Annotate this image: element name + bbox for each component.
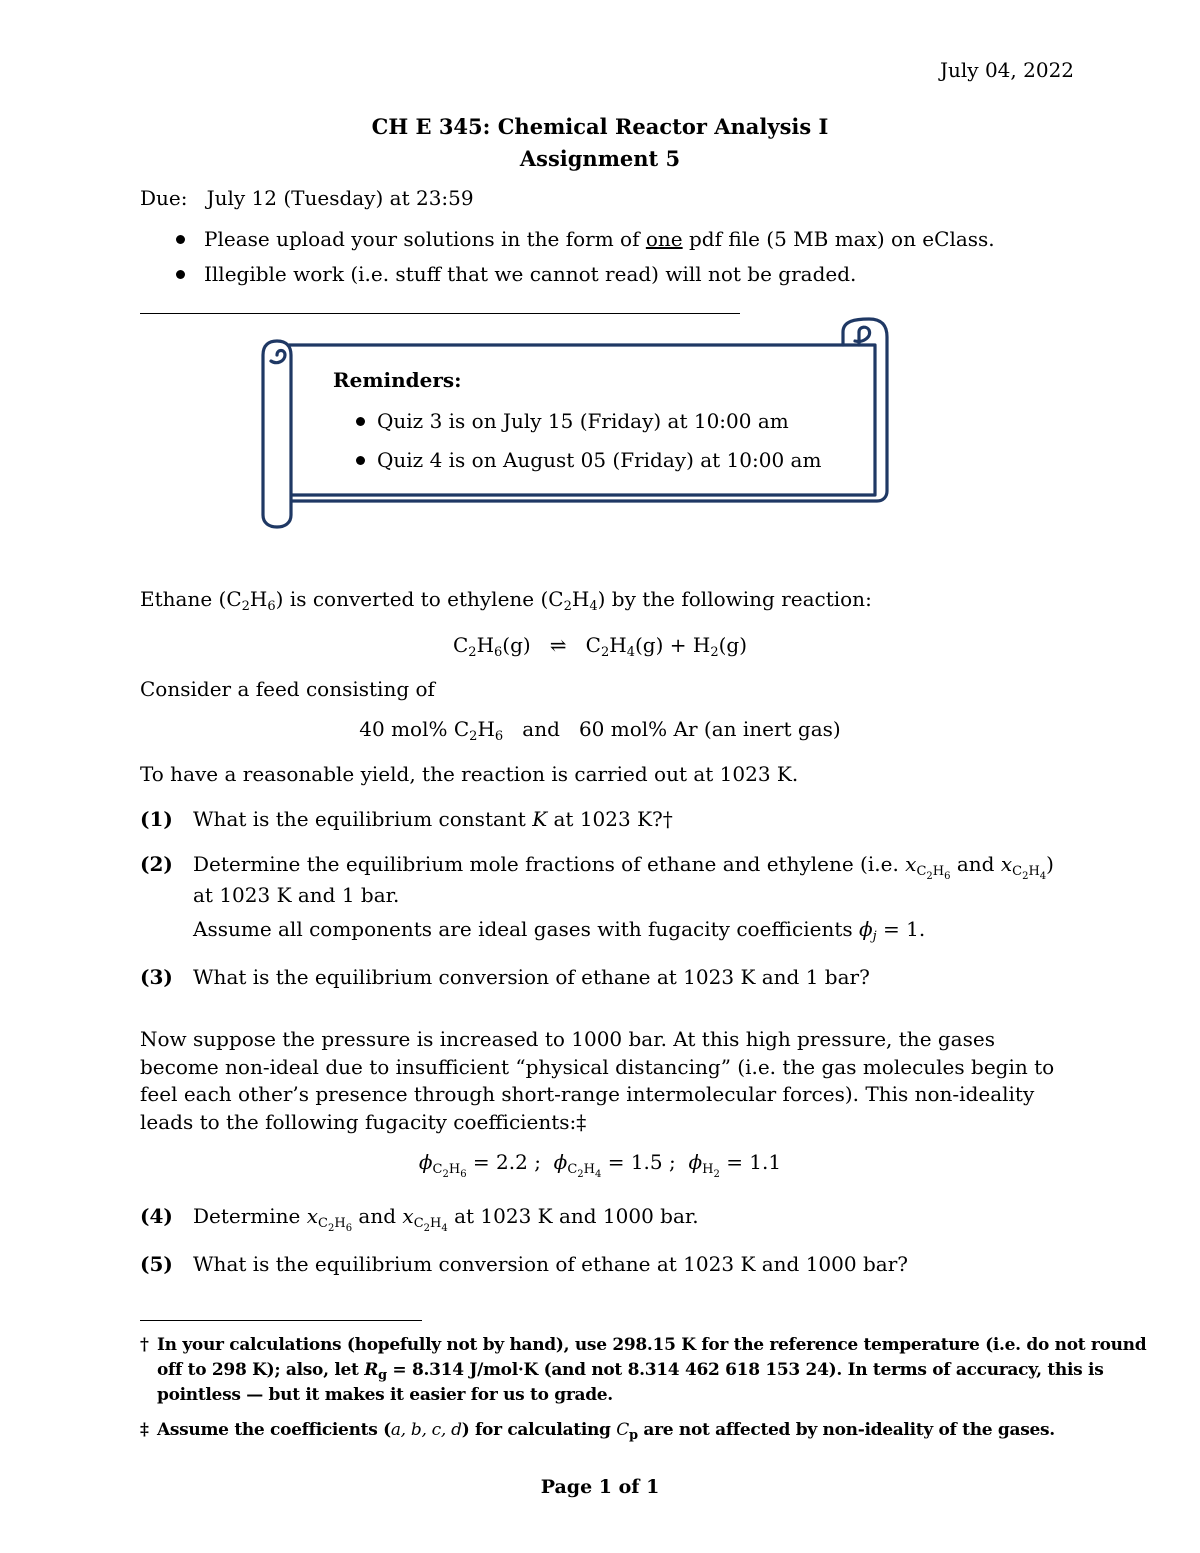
pressure-para-line4: leads to the following fugacity coefficients:‡ — [140, 1110, 587, 1134]
due-line — [140, 186, 474, 210]
course-title: CH E 345: Chemical Reactor Analysis I — [371, 114, 829, 139]
reminder-text: Quiz 4 is on August 05 (Friday) at 10:00 am — [377, 448, 822, 472]
pressure-para-line2: become non-ideal due to insufficient “physical distancing” (i.e. the gas molecules begin to — [140, 1055, 1055, 1079]
bullet-icon — [356, 417, 365, 426]
intro-paragraph: Ethane $(C_2H_6)$ is converted to ethylene $(C_2H_4)$ by the following reaction: — [140, 587, 872, 614]
feed-intro: Consider a feed consisting of — [140, 677, 435, 701]
bullet-icon — [176, 235, 185, 244]
footnote-dagger-line3: pointless — but it makes it easier for us to grade. — [157, 1385, 613, 1405]
bullet-icon — [176, 270, 185, 279]
footnote-ddagger-text: Assume the coefficients (a, b, c, d) for calculating $C_p$ are not affected by non-ideality of the gases. — [157, 1420, 1055, 1443]
question-4: (4) Determine $x_{C_2H_6}$ and $x_{C_2H_4}$ at 1023 K and 1000 bar. — [140, 1204, 699, 1234]
upload-text-end: pdf file (5 MB max) on eClass. — [682, 227, 995, 251]
bullet-icon — [356, 456, 365, 465]
section-divider — [140, 313, 740, 314]
question-number: (2) — [140, 852, 173, 876]
upload-text: Please upload your solutions in the form of — [204, 227, 646, 251]
pressure-para-line3: feel each other’s presence through short-range intermolecular forces). This non-ideality — [140, 1082, 1035, 1106]
due-label: Due: — [140, 186, 188, 210]
reminder-text: Quiz 3 is on July 15 (Friday) at 10:00 am — [377, 409, 789, 433]
question-number: (5) — [140, 1252, 173, 1276]
illegible-text: Illegible work (i.e. stuff that we cannot read) will not be graded. — [204, 262, 857, 286]
footnote-dagger-line1: In your calculations (hopefully not by hand), use 298.15 K for the reference temperature (i.e. do not round — [157, 1335, 1147, 1355]
fugacity-coefficients: $\phi_{C_2H_6} = 2.2$ ; $\phi_{C_2H_4} = 1.5$ ; $\phi_{H_2} = 1.1$ — [418, 1150, 782, 1180]
footnote-ddagger-mark: ‡ — [140, 1420, 149, 1440]
footnote-dagger-line2: off to 298 K); also, let $R_g = 8.314$ J/mol·K (and not 8.314 462 618 153 24). In terms of accuracy, this is — [157, 1360, 1104, 1383]
assignment-title: Assignment 5 — [519, 146, 681, 171]
reminders-title: Reminders: — [333, 368, 462, 392]
feed-composition: 40 mol% $C_2H_6$ and 60 mol% Ar (an inert gas) — [359, 717, 841, 744]
question-2: (2) Determine the equilibrium mole fractions of ethane and ethylene (i.e. $x_{C_2H_6}$ and $x_{C_2H_4}$) at 1023 K and 1 bar. Assume all components are ideal gases with fugacity coefficients $\phi_j = 1$. — [140, 852, 1054, 944]
question-number: (4) — [140, 1204, 173, 1228]
footnote-dagger-mark: † — [140, 1335, 149, 1355]
question-number: (3) — [140, 965, 173, 989]
question-3: (3) What is the equilibrium conversion of ethane at 1023 K and 1 bar? — [140, 965, 870, 989]
question-1: (1) What is the equilibrium constant K at 1023 K?† — [140, 807, 673, 831]
reaction-equation: $C_2H_6(g)$ ⇌ $C_2H_4(g) + H_2(g)$ — [452, 633, 748, 660]
question-5: (5) What is the equilibrium conversion of ethane at 1023 K and 1000 bar? — [140, 1252, 908, 1276]
question-number: (1) — [140, 807, 173, 831]
pressure-para-line1: Now suppose the pressure is increased to 1000 bar. At this high pressure, the gases — [140, 1027, 995, 1051]
upload-emphasis: one — [645, 227, 683, 251]
yield-text: To have a reasonable yield, the reaction is carried out at 1023 K. — [140, 762, 799, 786]
footnote-divider — [140, 1320, 422, 1321]
due-date: July 12 (Tuesday) at 23:59 — [206, 186, 474, 210]
page-number: Page 1 of 1 — [540, 1476, 660, 1498]
document-date: July 04, 2022 — [940, 58, 1075, 82]
